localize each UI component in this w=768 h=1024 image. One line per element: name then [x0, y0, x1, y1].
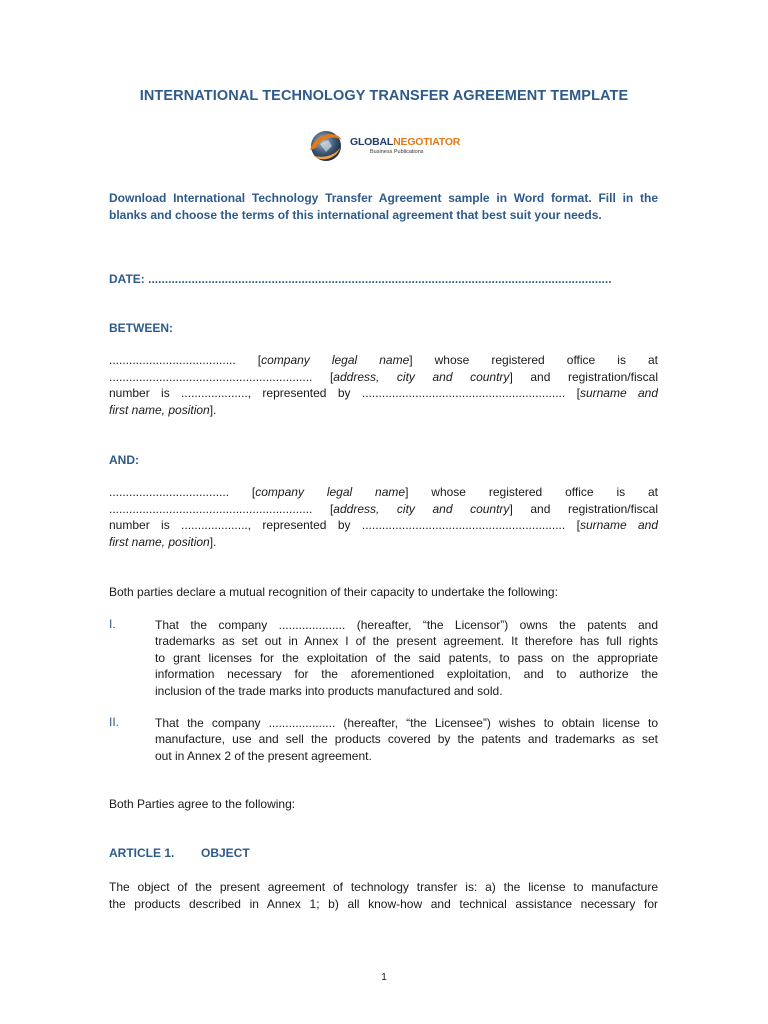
item-line: information necessary for the aforementioned exploitation, and to authorize the: [155, 667, 658, 682]
agree-text: Both Parties agree to the following:: [109, 797, 296, 811]
between-line: ............................................................. [address, city and country] and registration/fiscal: [109, 369, 658, 384]
and-heading: AND:: [109, 453, 139, 467]
article-heading: [109, 846, 250, 860]
and-line: .................................... [company legal name] whose registered office is at: [109, 485, 658, 499]
item-paragraph: [155, 715, 658, 764]
item-paragraph: [155, 617, 658, 699]
item-line: That the company .................... (hereafter, “the Licensee”) wishes to obtain license to: [155, 716, 658, 730]
between-heading: BETWEEN:: [109, 321, 173, 335]
page-number: 1: [381, 972, 387, 983]
and-line: ............................................................. [address, city and country] and registration/fiscal: [109, 501, 658, 516]
logo-word-negotiator: NEGOTIATOR: [393, 136, 461, 148]
item-line: out in Annex 2 of the present agreement.: [155, 748, 372, 763]
item-line: That the company .................... (hereafter, “the Licensor”) owns the patents and: [155, 618, 658, 632]
between-line: ...................................... [company legal name] whose registered office is at: [109, 353, 658, 367]
and-line: first name, position].: [109, 534, 217, 549]
article-number: ARTICLE 1.: [109, 846, 175, 860]
logo-word-global: GLOBAL: [350, 136, 394, 148]
item-line: to grant licenses for the exploitation of the said patents, to pass on the appropriate: [155, 650, 658, 665]
article-title: OBJECT: [201, 846, 250, 860]
document-title: INTERNATIONAL TECHNOLOGY TRANSFER AGREEMENT TEMPLATE: [139, 88, 629, 104]
between-line: number is ...................., represented by ............................................................. [surname and: [109, 386, 658, 401]
global-negotiator-logo: [306, 126, 466, 166]
intro-paragraph: Download International Technology Transfer Agreement sample in Word format. Fill in the blanks and choose the terms of this international agreement that best suit your needs.: [109, 191, 658, 222]
item-line: manufacture, use and sell the products covered by the patents and trademarks as set: [155, 732, 658, 747]
between-paragraph: [109, 352, 658, 418]
item-line: inclusion of the trade marks into products manufactured and sold.: [155, 683, 503, 698]
item-numeral: II.: [109, 715, 120, 729]
date-line: DATE: ...........................................................................................................................................: [109, 272, 612, 286]
globe-logo-icon: [306, 126, 346, 166]
declaration-text: Both parties declare a mutual recognition of their capacity to undertake the following:: [109, 585, 558, 599]
object-paragraph: [109, 879, 658, 912]
between-line: first name, position].: [109, 402, 217, 417]
logo-subtitle: Business Publications: [370, 149, 424, 155]
and-line: number is ...................., represented by ............................................................. [surname and: [109, 518, 658, 533]
object-line: the products described in Annex 1; b) all know-how and technical assistance necessary for: [109, 896, 658, 911]
item-numeral: I.: [109, 617, 116, 631]
item-line: trademarks as set out in Annex I of the present agreement. It therefore has full rights: [155, 634, 658, 649]
and-paragraph: [109, 484, 658, 550]
object-line: The object of the present agreement of technology transfer is: a) the license to manufacture: [109, 880, 658, 894]
logo-wordmark: [350, 136, 460, 148]
